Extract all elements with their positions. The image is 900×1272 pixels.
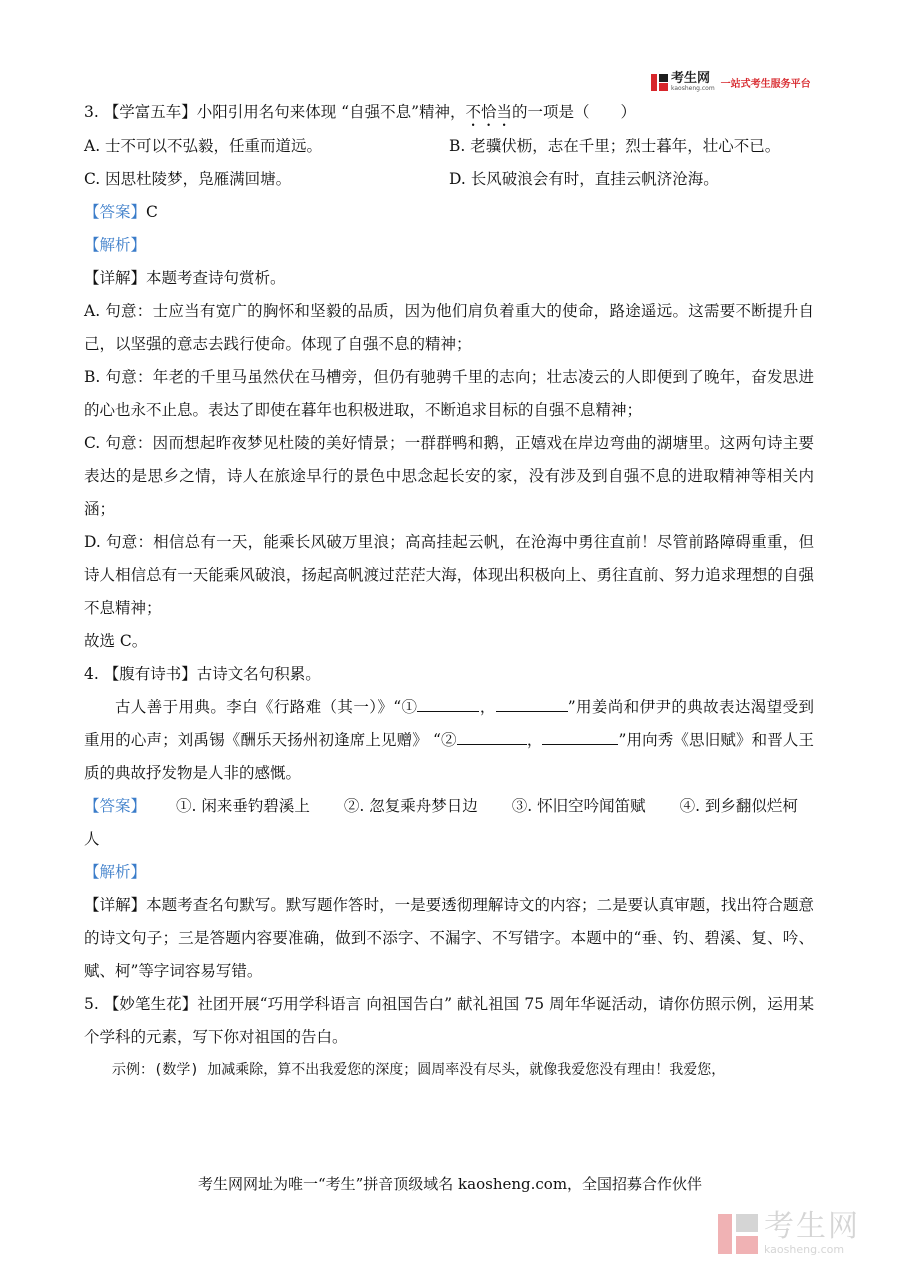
logo-text: [671, 72, 715, 92]
q3-detail-tag: 【详解】: [84, 269, 147, 287]
kaosheng-logo-icon: [651, 74, 668, 91]
document-content: [84, 96, 814, 1087]
q4-answer-wrap: 人: [84, 830, 100, 848]
q4-analysis: [84, 856, 814, 889]
watermark-domain: kaosheng.com: [764, 1243, 845, 1256]
page-footer[interactable]: 考生网网址为唯一“考生”拼音顶级域名 kaosheng.com，全国招募合作伙伴: [197, 1175, 703, 1193]
q3-analysis-tag: 【解析】: [84, 236, 147, 254]
q4-answer-2: ②. 忽复乘舟梦日边: [343, 797, 478, 815]
q3-paragraph-b: B. 句意：年老的千里马虽然伏在马槽旁，但仍有驰骋千里的志向；壮志凌云的人即便到了晚年，奋发思进的心也永不止息。表达了即使在暮年也积极进取，不断追求目标的自强不息精神；: [84, 368, 814, 419]
q3-option-d: D. 长风破浪会有时，直挂云帆济沧海。: [449, 170, 719, 188]
logo-name: 考生网: [671, 71, 711, 86]
q4-detail-text: 本题考查名句默写。默写题作答时，一是要透彻理解诗文的内容；二是要认真审题，找出符合题意的诗文句子；三是答题内容要准确，做到不添字、不漏字、不写错字。本题中的“垂、钓、碧溪、复、吟、赋、柯”等字词容易写错。: [84, 896, 814, 980]
q5-stem: 社团开展“巧用学科语言 向祖国告白” 献礼祖国 75 周年华诞活动，请你仿照示例，运用某个学科的元素，写下你对祖国的告白。: [84, 995, 814, 1046]
q4-blank-2[interactable]: [496, 695, 568, 712]
q5-example: 示例：(数学) 加减乘除，算不出我爱您的深度；圆周率没有尽头，就像我爱您没有理由！我爱您，: [112, 1062, 726, 1078]
q4-answer-4: ④. 到乡翻似烂柯: [679, 797, 798, 815]
q5-number: 5.: [84, 995, 99, 1013]
q4-answer-1: ①. 闲来垂钓碧溪上: [176, 797, 310, 815]
q5-tag: 【妙笔生花】: [103, 995, 198, 1013]
q3-detail: [84, 262, 814, 295]
q4-title: 古诗文名句积累。: [196, 665, 321, 683]
q3-detail-text: 本题考查诗句赏析。: [146, 269, 286, 287]
header-logo[interactable]: [651, 72, 811, 92]
q4-stem-1: 古人善于用典。李白《行路难（其一）》“①: [115, 698, 418, 716]
q3-number: 3.: [84, 103, 99, 121]
q3-option-a: A. 士不可以不弘毅，任重而道远。: [84, 137, 323, 155]
q3-option-c: C. 因思杜陵梦，凫雁满回塘。: [84, 170, 292, 188]
q4-detail-tag: 【详解】: [84, 896, 147, 914]
logo-slogan: 一站式考生服务平台: [720, 78, 811, 90]
q4-stem-4: ，: [526, 731, 543, 749]
q3-analysis: [84, 229, 814, 262]
q4-stem: [84, 691, 814, 790]
q4-stem-3: ”用姜尚和伊尹的典故表达渴望受到重用的心声；刘禹锡《酬乐天扬州初逢席上见赠》 “②: [84, 698, 814, 749]
q3-options-row-1: [84, 130, 814, 163]
q3-answer-value: C: [146, 203, 158, 221]
q4-answer-3: ③. 怀旧空吟闻笛赋: [511, 797, 646, 815]
logo-domain: kaosheng.com: [671, 85, 715, 92]
q4-blank-4[interactable]: [542, 728, 618, 745]
q3-answer: [84, 196, 814, 229]
q4-answer-tag: 【答案】: [84, 797, 147, 815]
q4-analysis-tag: 【解析】: [84, 863, 147, 881]
q5-stem-block: [84, 988, 814, 1054]
q3-stem: [84, 96, 814, 130]
q3-option-b: B. 老骥伏枥，志在千里；烈士暮年，壮心不已。: [449, 137, 781, 155]
watermark-text: [764, 1209, 860, 1256]
q3-paragraph-d: D. 句意：相信总有一天，能乘长风破万里浪；高高挂起云帆，在沧海中勇往直前！尽管前路障碍重重，但诗人相信总有一天能乘风破浪，扬起高帆渡过茫茫大海，体现出积极向上、勇往直前、努力追求理想的自强不息精神；: [84, 533, 814, 617]
q4-tag: 【腹有诗书】: [103, 665, 197, 683]
watermark-logo-icon: [718, 1214, 758, 1254]
q4-stem-5: ”用向秀《思旧赋》和晋人王质的典故抒发物是人非的感慨。: [84, 731, 814, 782]
q4-detail: [84, 889, 814, 988]
q3-stem-a: 小阳引用名句来体现 “自强不息”精神，: [196, 103, 466, 121]
watermark-name: 考生网: [764, 1209, 860, 1244]
q4-blank-1[interactable]: [417, 695, 479, 712]
watermark-logo: [718, 1209, 860, 1256]
q3-answer-tag: 【答案】: [84, 203, 147, 221]
q4-number: 4.: [84, 665, 99, 683]
q3-conclusion: 故选 C。: [84, 632, 148, 650]
q3-tag: 【学富五车】: [103, 103, 197, 121]
q3-stem-emphasis: 不恰当: [465, 103, 513, 121]
q4-stem-2: ，: [479, 698, 496, 716]
q3-stem-b: 的一项是（ ）: [512, 103, 637, 121]
q4-answer: [84, 790, 814, 823]
q3-paragraph-a: A. 句意：士应当有宽广的胸怀和坚毅的品质，因为他们肩负着重大的使命，路途遥远。这需要不断提升自己，以坚强的意志去践行使命。体现了自强不息的精神；: [84, 302, 814, 353]
q3-options-row-2: [84, 163, 814, 196]
q3-paragraph-c: C. 句意：因而想起昨夜梦见杜陵的美好情景；一群群鸭和鹅，正嬉戏在岸边弯曲的湖塘里。这两句诗主要表达的是思乡之情，诗人在旅途早行的景色中思念起长安的家，没有涉及到自强不息的进取精神等相关内涵；: [84, 434, 814, 518]
q4-title-line: [84, 658, 814, 691]
q4-blank-3[interactable]: [457, 728, 527, 745]
